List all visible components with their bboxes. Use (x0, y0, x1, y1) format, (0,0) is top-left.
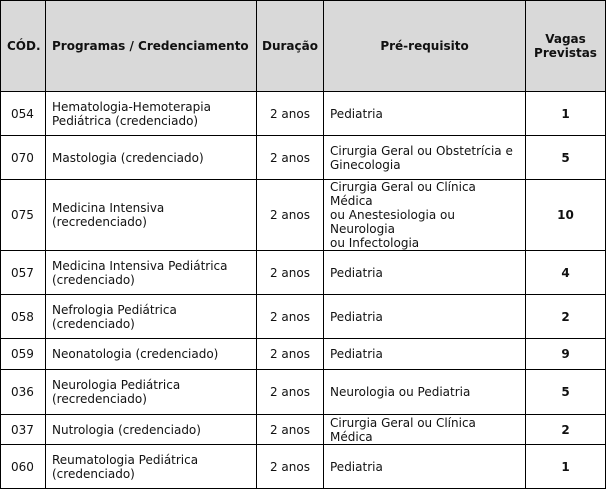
programa-line: (recredenciado) (52, 215, 147, 229)
cell-cod: 054 (1, 92, 46, 136)
programa-line: Neonatologia (credenciado) (52, 347, 219, 361)
cell-vagas: 1 (526, 92, 606, 136)
cell-prerequisito (324, 415, 526, 445)
table-row (1, 295, 606, 339)
prerequisito-line: Pediatria (330, 106, 383, 121)
cell-programa (46, 251, 257, 295)
header-vagas-line1: Vagas (545, 32, 586, 46)
cell-programa (46, 180, 257, 251)
programa-line: (credenciado) (52, 466, 135, 481)
cell-vagas: 5 (526, 370, 606, 415)
cell-programa (46, 136, 257, 180)
cell-vagas: 10 (526, 180, 606, 251)
cell-prerequisito (324, 251, 526, 295)
cell-programa (46, 370, 257, 415)
header-vagas-line2: Previstas (534, 46, 597, 60)
table-row (1, 180, 606, 251)
cell-prerequisito (324, 339, 526, 370)
cell-duracao: 2 anos (257, 445, 324, 489)
cell-duracao: 2 anos (257, 415, 324, 445)
cell-vagas: 2 (526, 415, 606, 445)
cell-vagas: 1 (526, 445, 606, 489)
prerequisito-line: Pediatria (330, 459, 383, 474)
cell-cod: 058 (1, 295, 46, 339)
programa-line: (credenciado) (52, 316, 135, 331)
cell-duracao: 2 anos (257, 295, 324, 339)
prerequisito-line: Cirurgia Geral ou Obstetrícia e (330, 143, 513, 158)
cell-duracao: 2 anos (257, 136, 324, 180)
cell-cod: 036 (1, 370, 46, 415)
table-row (1, 370, 606, 415)
cell-cod: 037 (1, 415, 46, 445)
cell-prerequisito (324, 370, 526, 415)
cell-programa (46, 92, 257, 136)
prerequisito-line: Neurologia ou Pediatria (330, 385, 471, 399)
programa-line: Hematologia-Hemoterapia (52, 99, 211, 114)
cell-cod: 070 (1, 136, 46, 180)
programa-line: Medicina Intensiva (52, 201, 165, 215)
prerequisito-line: Pediatria (330, 347, 383, 361)
cell-cod: 060 (1, 445, 46, 489)
cell-prerequisito (324, 92, 526, 136)
cell-duracao: 2 anos (257, 251, 324, 295)
cell-vagas: 5 (526, 136, 606, 180)
header-cod: CÓD. (1, 1, 46, 92)
header-duracao: Duração (257, 1, 324, 92)
cell-vagas: 9 (526, 339, 606, 370)
programa-line: Nefrologia Pediátrica (52, 302, 177, 317)
cell-cod: 059 (1, 339, 46, 370)
prerequisito-line: ou Infectologia (330, 236, 420, 250)
programa-line: Reumatologia Pediátrica (52, 452, 199, 467)
header-programas: Programas / Credenciamento (46, 1, 257, 92)
programa-line: Pediátrica (credenciado) (52, 113, 199, 128)
prerequisito-line: Cirurgia Geral ou Clínica Médica (330, 415, 476, 444)
programa-line: Mastologia (credenciado) (52, 150, 204, 165)
cell-duracao: 2 anos (257, 180, 324, 251)
cell-prerequisito (324, 295, 526, 339)
table-row (1, 92, 606, 136)
cell-programa (46, 339, 257, 370)
programa-line: Nutrologia (credenciado) (52, 422, 201, 437)
programa-line: Medicina Intensiva Pediátrica (52, 258, 228, 273)
prerequisito-line: Pediatria (330, 265, 383, 280)
programa-line: (recredenciado) (52, 392, 147, 406)
cell-duracao: 2 anos (257, 370, 324, 415)
cell-cod: 057 (1, 251, 46, 295)
table-row (1, 136, 606, 180)
table-row (1, 339, 606, 370)
cell-cod: 075 (1, 180, 46, 251)
prerequisito-line: ou Anestesiologia ou Neurologia (330, 208, 455, 236)
cell-duracao: 2 anos (257, 339, 324, 370)
cell-duracao: 2 anos (257, 92, 324, 136)
cell-vagas: 2 (526, 295, 606, 339)
header-row (1, 1, 606, 92)
cell-prerequisito (324, 180, 526, 251)
programa-line: (credenciado) (52, 272, 135, 287)
header-prerequisito: Pré-requisito (324, 1, 526, 92)
cell-vagas: 4 (526, 251, 606, 295)
prerequisito-line: Cirurgia Geral ou Clínica Médica (330, 180, 476, 208)
table-row (1, 251, 606, 295)
table-row (1, 415, 606, 445)
cell-programa (46, 295, 257, 339)
header-vagas (526, 1, 606, 92)
prerequisito-line: Pediatria (330, 309, 383, 324)
cell-programa (46, 415, 257, 445)
prerequisito-line: Ginecologia (330, 157, 401, 172)
cell-prerequisito (324, 136, 526, 180)
programa-line: Neurologia Pediátrica (52, 378, 181, 392)
